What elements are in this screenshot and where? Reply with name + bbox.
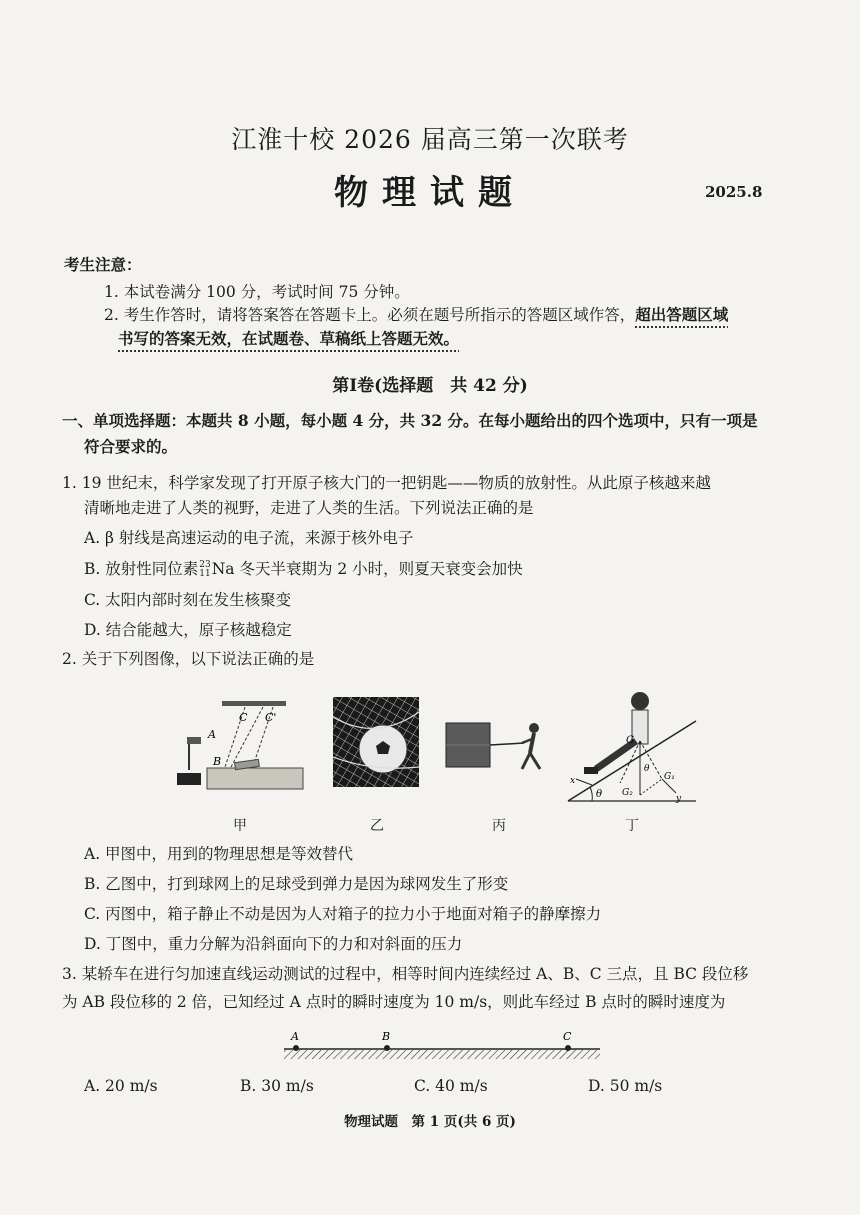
bing-rope bbox=[490, 743, 524, 745]
jia-laser bbox=[187, 737, 201, 744]
q3-point-c-label: C bbox=[563, 1030, 572, 1043]
q2-option-c: C. 丙图中，箱子静止不动是因为人对箱子的拉力小于地面对箱子的静摩擦力 bbox=[84, 905, 602, 923]
figure-ding bbox=[562, 683, 702, 808]
ding-parallelogram-edge bbox=[640, 779, 662, 795]
part-1-instruction-line-1: 一、单项选择题：本题共 8 小题，每小题 4 分，共 32 分。在每小题给出的四个选项中，只有一项是 bbox=[62, 411, 758, 430]
q3-option-d: D. 50 m/s bbox=[588, 1077, 663, 1095]
notice-line-2 bbox=[104, 304, 728, 326]
nuclide-notation bbox=[199, 561, 210, 579]
q2-option-a: A. 甲图中，用到的物理思想是等效替代 bbox=[84, 845, 354, 863]
figure-bing bbox=[444, 715, 554, 775]
figure-label-yi: 乙 bbox=[370, 818, 384, 834]
jia-label-c-prime: C' bbox=[265, 711, 277, 724]
jia-label-b: B bbox=[213, 755, 222, 768]
q3-point-b-marker bbox=[384, 1045, 390, 1051]
ding-label-x: x bbox=[570, 776, 576, 786]
q1-option-b bbox=[84, 558, 523, 580]
q3-stem-line-1: 3. 某轿车在进行匀加速直线运动测试的过程中，相等时间内连续经过 A、B、C 三点，且 BC 段位移 bbox=[62, 965, 749, 983]
nuclide-symbol: Na bbox=[211, 560, 235, 578]
q3-option-a: A. 20 m/s bbox=[84, 1077, 158, 1095]
q3-point-b-label: B bbox=[382, 1030, 391, 1043]
nuclide-atomic-number: 11 bbox=[199, 569, 211, 579]
ding-label-g: G bbox=[626, 735, 634, 746]
ding-angle-arc bbox=[590, 787, 592, 801]
bing-person-leg-2 bbox=[530, 753, 540, 769]
q2-option-d: D. 丁图中，重力分解为沿斜面向下的力和对斜面的压力 bbox=[84, 935, 463, 953]
jia-ceiling-mirror bbox=[222, 701, 286, 706]
exam-title: 物理试题 bbox=[334, 173, 526, 213]
notice-line-3: 书写的答案无效，在试题卷、草稿纸上答题无效。 bbox=[118, 329, 460, 348]
q3-option-b: B. 30 m/s bbox=[240, 1077, 314, 1095]
figure-label-bing: 丙 bbox=[492, 818, 506, 834]
q1-option-b-suffix: 冬天半衰期为 2 小时，则夏天衰变会加快 bbox=[234, 560, 523, 578]
exam-date: 2025.8 bbox=[705, 183, 763, 201]
ding-theta-2: θ bbox=[644, 764, 650, 774]
bing-person-head bbox=[529, 723, 539, 733]
q3-point-a-label: A bbox=[291, 1030, 299, 1043]
figure-jia bbox=[175, 695, 325, 795]
q2-option-b: B. 乙图中，打到球网上的足球受到弹力是因为球网发生了形变 bbox=[84, 875, 509, 893]
ding-person-shoes bbox=[584, 767, 598, 774]
q1-stem-line-2: 清晰地走进了人类的视野，走进了人类的生活。下列说法正确的是 bbox=[84, 499, 534, 517]
ding-label-g1: G₁ bbox=[664, 772, 675, 782]
jia-label-c: C bbox=[239, 711, 248, 724]
bing-person-leg-1 bbox=[522, 753, 530, 769]
figure-label-jia: 甲 bbox=[233, 818, 247, 834]
part-1-instruction-line-2: 符合要求的。 bbox=[84, 437, 178, 456]
q1-option-d: D. 结合能越大，原子核越稳定 bbox=[84, 621, 292, 639]
notice-line-2-emphasis: 超出答题区域 bbox=[635, 305, 729, 324]
section-title: 第Ⅰ卷(选择题 共 42 分) bbox=[332, 376, 528, 396]
jia-label-a: A bbox=[208, 728, 216, 741]
ding-label-g2: G₂ bbox=[622, 788, 633, 798]
nuclide-mass-number: 23 bbox=[199, 560, 211, 570]
ding-x-axis bbox=[576, 779, 592, 785]
q3-option-c: C. 40 m/s bbox=[414, 1077, 488, 1095]
figure-label-ding: 丁 bbox=[625, 818, 639, 834]
bing-person-body bbox=[530, 733, 534, 753]
ding-person-head bbox=[631, 692, 649, 710]
jia-base-block bbox=[177, 773, 201, 785]
q1-option-b-prefix: B. 放射性同位素 bbox=[84, 560, 199, 578]
q1-option-a: A. β 射线是高速运动的电子流，来源于核外电子 bbox=[84, 529, 414, 547]
jia-table bbox=[207, 768, 303, 789]
q3-stem-line-2: 为 AB 段位移的 2 倍，已知经过 A 点时的瞬时速度为 10 m/s，则此车经过 B 点时的瞬时速度为 bbox=[62, 993, 726, 1011]
notice-heading: 考生注意： bbox=[64, 255, 142, 274]
q1-option-c: C. 太阳内部时刻在发生核聚变 bbox=[84, 591, 292, 609]
q1-stem-line-1: 1. 19 世纪末，科学家发现了打开原子核大门的一把钥匙——物质的放射性。从此原子核越来越 bbox=[62, 474, 711, 492]
page-footer: 物理试题 第 1 页(共 6 页) bbox=[344, 1114, 516, 1130]
q3-point-a-marker bbox=[293, 1045, 299, 1051]
ding-theta-1: θ bbox=[596, 789, 603, 800]
q3-track-figure bbox=[280, 1027, 605, 1067]
notice-line-1: 1. 本试卷满分 100 分，考试时间 75 分钟。 bbox=[104, 283, 410, 301]
exam-subtitle: 江淮十校 2026 届高三第一次联考 bbox=[231, 125, 629, 154]
q2-stem: 2. 关于下列图像，以下说法正确的是 bbox=[62, 650, 315, 668]
q3-point-c-marker bbox=[565, 1045, 571, 1051]
ding-label-y: y bbox=[676, 794, 682, 804]
notice-line-2-text: 2. 考生作答时，请将答案答在答题卡上。必须在题号所指示的答题区域作答， bbox=[104, 306, 636, 324]
q3-track-hatching bbox=[284, 1050, 600, 1059]
figure-yi bbox=[333, 697, 419, 787]
